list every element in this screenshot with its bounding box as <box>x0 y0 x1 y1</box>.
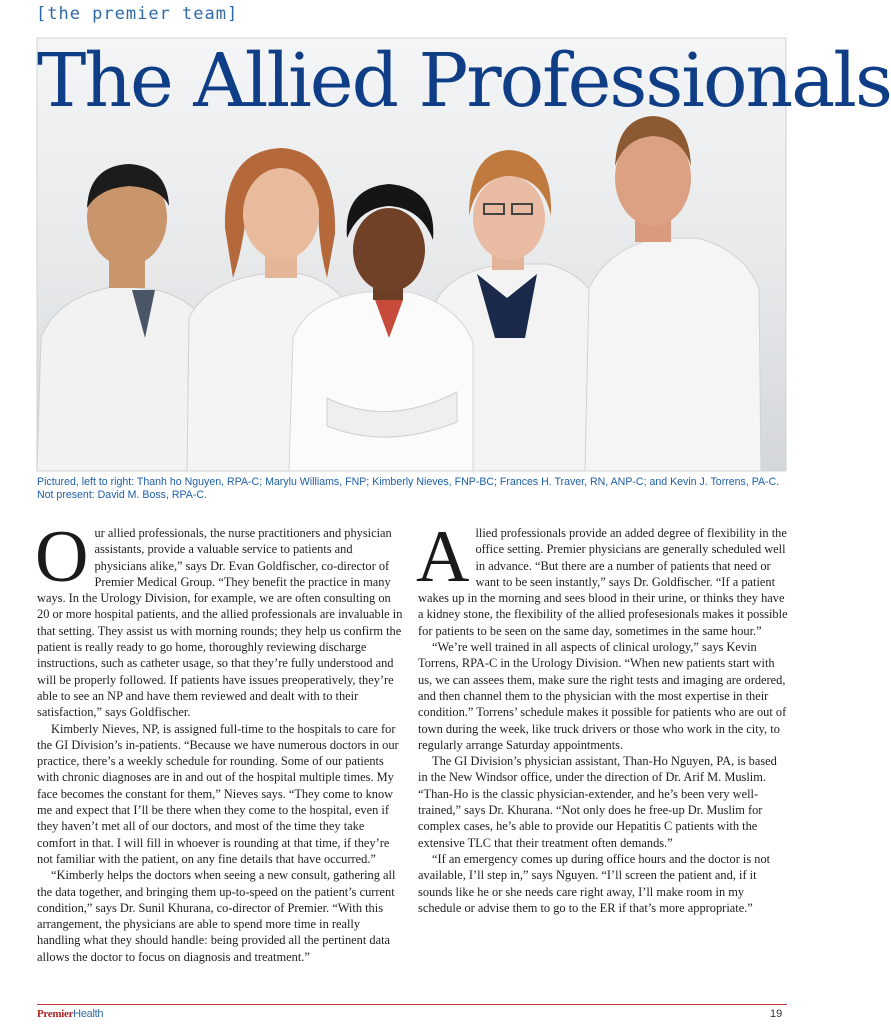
caption-line-1: Pictured, left to right: Thanh ho Nguyen, RPA-C; Marylu Williams, FNP; Kimberly Nieves, FNP-BC; Frances H. Traver, RN, ANP-C; and Kevin J. Torrens, PA-C. <box>37 476 780 488</box>
caption-line-2: Not present: David M. Boss, RPA-C. <box>37 489 207 501</box>
photo-caption <box>37 476 797 502</box>
headline: The Allied Professionals <box>37 38 891 124</box>
article-paragraph <box>35 516 403 721</box>
article-paragraph: “Kimberly helps the doctors when seeing a new consult, gathering all the data together, and bringing them up-to-speed on the patient’s current condition,” says Dr. Sunil Khurana, co-director of Premier. “With this arrangement, the physicians are able to spend more time in really handling what they should handle: being provided all the pertinent data allows the doctor to focus on diagnosis and treatment.” <box>37 868 396 964</box>
section-tag: [the premier team] <box>36 4 239 24</box>
paragraph-text: ur allied professionals, the nurse practitioners and physician assistants, provide a valuable service to patients and physicians alike,” says Dr. Evan Goldfischer, co-director of Premier Medical Group. “They benefit the practice in many ways. In the Urology Division, for example, we are often consulting on 20 or more hospital patients, and the allied professionals are invaluable in that setting. They assist us with morning rounds; they help us confirm the patient is really ready to go home, thoroughly reviewing discharge instructions, such as catheter usage, so that they’re fully understood and will be properly followed. If patients have issues preoperatively, they’re able to see an NP and have them reviewed and dealt with to their satisfaction,” says Goldfischer. <box>37 526 403 720</box>
team-photo <box>37 38 891 471</box>
person-5-figure <box>585 116 761 471</box>
footer-logo-part1: Premier <box>37 1008 74 1020</box>
footer-divider <box>37 1004 787 1005</box>
article-column-left <box>35 516 403 965</box>
page-number: 19 <box>770 1008 783 1020</box>
article-paragraph: “We’re well trained in all aspects of clinical urology,” says Kevin Torrens, RPA-C in the Urology Division. “When new patients start with us, we can assees them, make sure the right tests and imaging are ordered, and then channel them to the physician with the most expertise in their condition.” Torrens’ schedule makes it possible for patients who are out of town during the week, like truck drivers or those who work in the city, to regularly arrange Saturday appointments. <box>418 640 787 752</box>
paragraph-text: llied professionals provide an added degree of flexibility in the office setting. Premier physicians are generally scheduled well in advance. “But there are a number of patients that need or want to be seen instantly,” says Dr. Goldfischer. “If a patient wakes up in the morning and sees blood in their urine, or thinks they have a kidney stone, the flexibility of the allied profesesionals makes it possible for patients to be seen on the same day, sometimes in the same hour.” <box>418 526 788 638</box>
footer-logo <box>37 1008 103 1020</box>
drop-cap: A <box>416 516 470 598</box>
article-paragraph: The GI Division’s physician assistant, Than-Ho Nguyen, PA, is based in the New Windsor office, under the direction of Dr. Arif M. Muslim. “Than-Ho is the classic physician-extender, and he’s been very well-trained,” says Dr. Khurana. “Not only does he free-up Dr. Muslim for complex cases, he’s able to provide our Hepatitis C patients with the extensive TLC that their treatment often demands.” <box>418 754 777 850</box>
article-column-right <box>416 516 788 916</box>
article-paragraph: Kimberly Nieves, NP, is assigned full-time to the hospitals to care for the GI Division’s in-patients. “Because we have numerous doctors in our practice, there’s a weekly schedule for rounding. Some of our patients with chronic diagnoses are in and out of the hospital multiple times. My face becomes the constant for them,” Nieves says. “They come to know me and expect that I’ll be there when they come to the hospital, even if they haven’t met all of our doctors, and most of the time they take comfort in that. I will fill in whoever is rounding at that time, if they’re not familiar with the patient, on any fine details that have occurred.” <box>37 721 399 866</box>
article-paragraph <box>416 516 788 639</box>
footer-logo-part2: Health <box>73 1008 104 1020</box>
article-paragraph: “If an emergency comes up during office hours and the doctor is not available, I’ll step in,” says Nguyen. “I’ll screen the patient and, if it sounds like he or she needs care right away, I’ll make room in my schedule or advise them to go to the ER if that’s more appropriate.” <box>418 851 771 915</box>
drop-cap: O <box>35 516 89 598</box>
